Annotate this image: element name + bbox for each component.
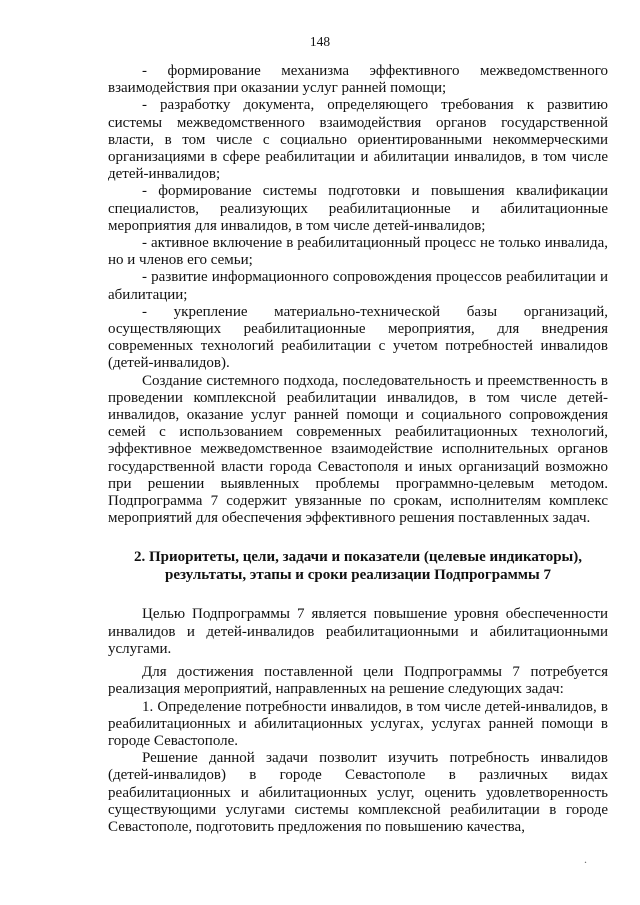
paragraph: - формирование механизма эффективного межведомственного взаимодействия при оказании услуг ранней помощи; — [108, 63, 608, 97]
paragraph: - формирование системы подготовки и повышения квалификации специалистов, реализующих реабилитационные и абилитационные мероприятия для инвалидов, в том числе детей-инвалидов; — [108, 183, 608, 234]
paragraph: - разработку документа, определяющего требования к развитию системы межведомственного взаимодействия органов государственной власти, в том числе с социально ориентированными некоммерческими организациями в сфере реабилитации и абилитации инвалидов, в том числе детей-инвалидов; — [108, 97, 608, 183]
page-number: 148 — [309, 34, 331, 49]
paragraph: Создание системного подхода, последовательность и преемственность в проведении комплексной реабилитации инвалидов, в том числе детей-инвалидов, оказание услуг ранней помощи и социального сопровождения семей с использованием современных реабилитационных технологий, эффективное межведомственное взаимодействие исполнительных органов государственной власти города Севастополя и иных организаций возможно при решении выявленных проблемы программно-целевым методом. Подпрограмма 7 содержит увязанные по срокам, исполнителям комплекс мероприятий для обеспечения эффективного решения поставленных задач. — [108, 372, 608, 527]
paragraph: - развитие информационного сопровождения процессов реабилитации и абилитации; — [108, 269, 608, 303]
paragraph: - активное включение в реабилитационный процесс не только инвалида, но и членов его семьи; — [108, 235, 608, 269]
paragraph: 1. Определение потребности инвалидов, в том числе детей-инвалидов, в реабилитационных и абилитационных услугах, услугах ранней помощи в городе Севастополе. — [108, 698, 608, 749]
corner-mark: . — [584, 852, 587, 866]
section-heading: 2. Приоритеты, цели, задачи и показатели (целевые индикаторы), результаты, этапы и сроки реализации Подпрограммы 7 — [134, 549, 582, 583]
paragraph: Решение данной задачи позволит изучить потребность инвалидов (детей-инвалидов) в городе Севастополе в различных видах реабилитационных и абилитационных услуг, оценить удовлетворенность существующими услугами системы комплексной реабилитации в городе Севастополе, подготовить предложения по повышению качества, — [108, 750, 608, 835]
document-body — [108, 63, 608, 836]
paragraph: Целью Подпрограммы 7 является повышение уровня обеспеченности инвалидов и детей-инвалидов реабилитационными и абилитационными услугами. — [108, 606, 608, 657]
paragraph: - укрепление материально-технической базы организаций, осуществляющих реабилитационные мероприятия, для внедрения современных технологий реабилитации с учетом потребностей инвалидов (детей-инвалидов). — [108, 303, 608, 372]
paragraph: Для достижения поставленной цели Подпрограммы 7 потребуется реализация мероприятий, направленных на решение следующих задач: — [108, 664, 608, 698]
